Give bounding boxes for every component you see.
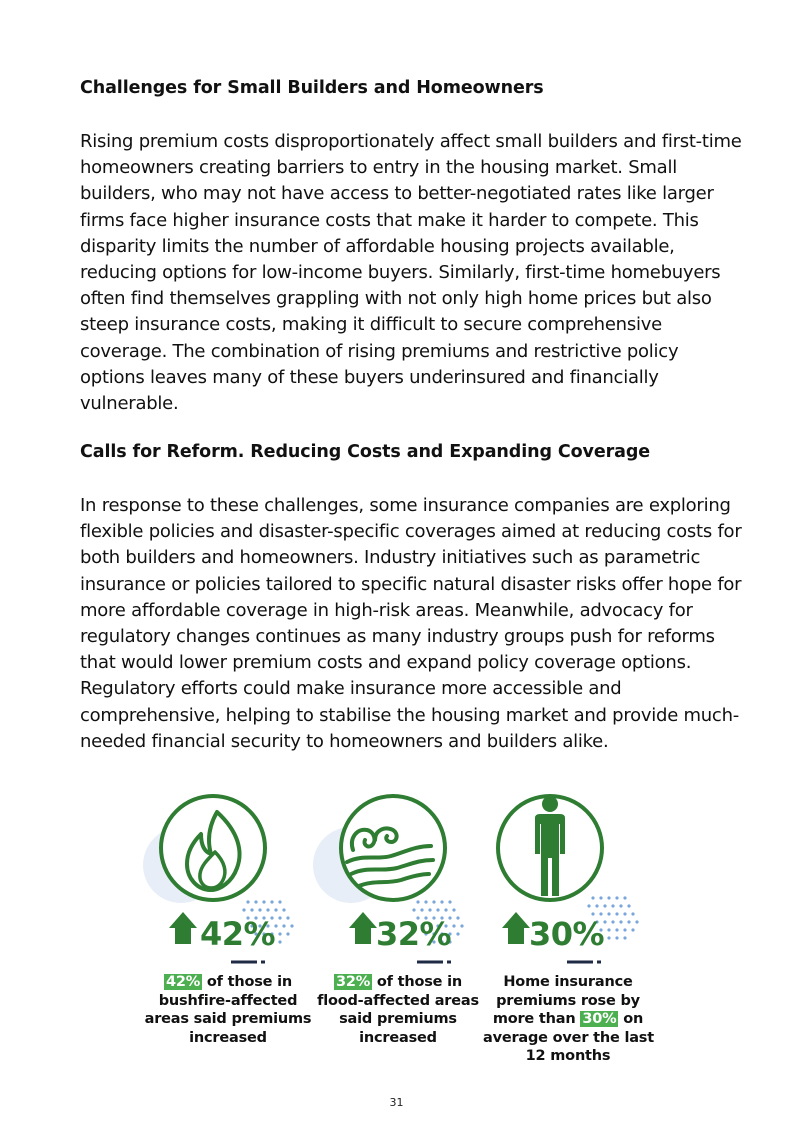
- paragraph-line: Rising premium costs disproportionately affect small builders and first-time: [80, 131, 742, 152]
- paragraph-line: vulnerable.: [80, 393, 179, 415]
- arrow-up-icon: [349, 912, 377, 944]
- paragraph-line: comprehensive, helping to stabilise the housing market and provide much-: [80, 704, 739, 726]
- paragraph-line: firms face higher insurance costs that make it harder to compete. This: [80, 209, 699, 231]
- paragraph-line: options leaves many of these buyers underinsured and financially: [80, 366, 659, 388]
- caption-line: Home insurance: [503, 974, 633, 990]
- caption-text: more than: [492, 1011, 581, 1027]
- paragraph-line: In response to these challenges, some insurance companies are exploring: [80, 495, 731, 516]
- paragraph-line: more affordable coverage in high-risk areas. Meanwhile, advocacy for: [80, 599, 693, 621]
- paragraph-challenges: [80, 129, 740, 417]
- page-number: 31: [389, 1096, 404, 1109]
- paragraph-line: homeowners creating barriers to entry in the housing market. Small: [80, 157, 677, 179]
- paragraph-line: coverage. The combination of rising premiums and restrictive policy: [80, 340, 679, 362]
- caption-text: of those in: [372, 974, 463, 990]
- paragraph-line: regulatory changes continues as many industry groups push for reforms: [80, 626, 715, 648]
- caption-line: [313, 973, 483, 992]
- stat-premiums: [483, 790, 653, 1080]
- caption-line: average over the last: [483, 1029, 654, 1046]
- icon-ring: [161, 796, 265, 900]
- paragraph-line: both builders and homeowners. Industry initiatives such as parametric: [80, 547, 701, 569]
- paragraph-line: reducing options for low-income buyers. Similarly, first-time homebuyers: [80, 262, 721, 284]
- paragraph-line: builders, who may not have access to better-negotiated rates like larger: [80, 183, 714, 205]
- paragraph-line: needed financial security to homeowners and builders alike.: [80, 730, 609, 752]
- stat-caption: [313, 973, 483, 1047]
- caption-line: [483, 1010, 653, 1029]
- stat-value: 42%: [200, 915, 276, 953]
- paragraph-line: Regulatory efforts could make insurance more accessible and: [80, 678, 622, 700]
- paragraph-line: often find themselves grappling with not only high home prices but also: [80, 288, 712, 310]
- caption-line: bushfire-affected: [158, 992, 298, 1009]
- caption-line: increased: [189, 1029, 267, 1046]
- arrow-up-icon: [502, 912, 530, 944]
- caption-line: increased: [359, 1029, 437, 1046]
- section-heading-reform: Calls for Reform. Reducing Costs and Expanding Coverage: [80, 442, 651, 462]
- stat-caption: [143, 973, 313, 1047]
- paragraph-line: disparity limits the number of affordable housing projects available,: [80, 235, 675, 257]
- paragraph-line: insurance or policies tailored to specific natural disaster risks offer hope for: [80, 573, 742, 595]
- insurance-premium-infographic: [0, 790, 793, 1080]
- caption-line: areas said premiums: [144, 1011, 312, 1027]
- caption-line: [143, 973, 313, 992]
- highlight-percent: 42%: [165, 974, 201, 990]
- caption-line: said premiums: [339, 1011, 457, 1027]
- stat-value: 32%: [376, 915, 452, 953]
- paragraph-line: that would lower premium costs and expand policy coverage options.: [80, 652, 692, 674]
- paragraph-line: flexible policies and disaster-specific coverages aimed at reducing costs for: [80, 521, 742, 543]
- highlight-percent: 32%: [335, 974, 371, 990]
- section-heading-challenges: Challenges for Small Builders and Homeowners: [80, 78, 544, 98]
- paragraph-line: steep insurance costs, making it difficult to secure comprehensive: [80, 314, 662, 336]
- caption-line: 12 months: [525, 1048, 611, 1064]
- highlight-percent: 30%: [582, 1011, 617, 1027]
- stat-flood: [313, 790, 483, 1080]
- stat-bushfire: [143, 790, 313, 1080]
- caption-line: premiums rose by: [496, 992, 640, 1009]
- stat-value: 30%: [529, 915, 605, 953]
- caption-text: of those in: [202, 974, 293, 990]
- caption-line: flood-affected areas: [317, 992, 479, 1009]
- caption-text: on: [618, 1011, 644, 1027]
- stat-caption: [483, 973, 653, 1066]
- paragraph-reform: [80, 493, 740, 755]
- arrow-up-icon: [169, 912, 197, 944]
